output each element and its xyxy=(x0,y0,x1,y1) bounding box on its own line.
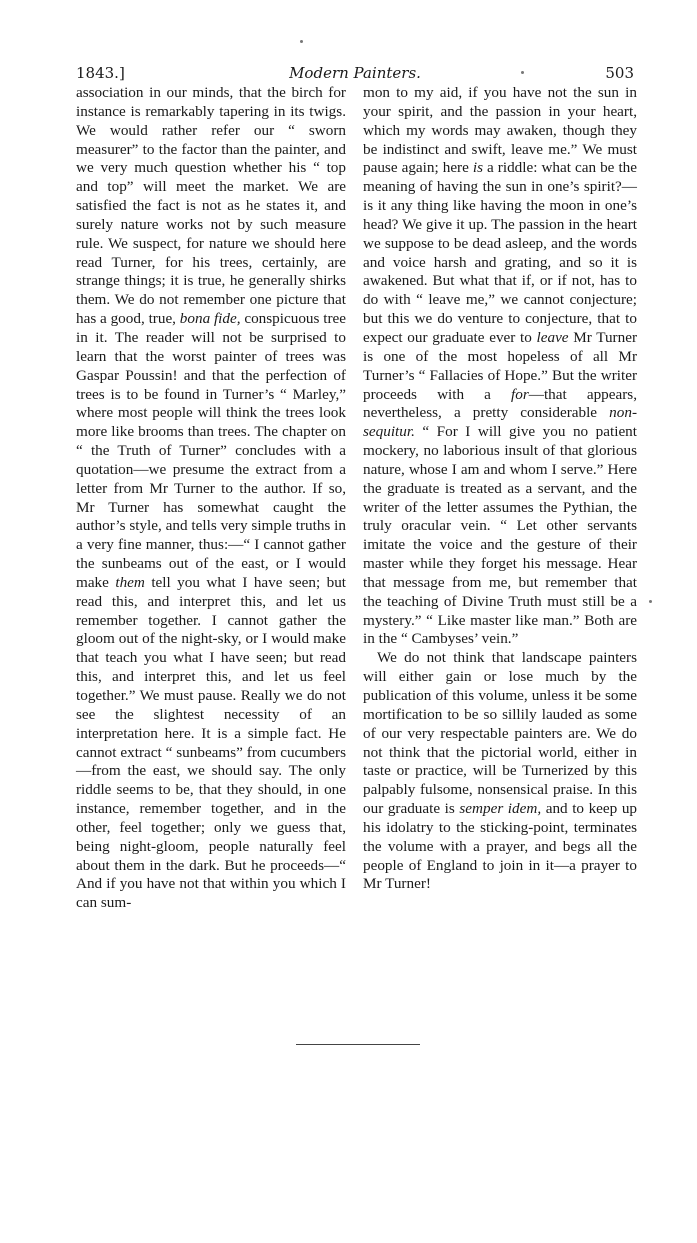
text-run: Mr Turner is one of the most hopeless of all Mr Turner’s “ Fallacies of Hope.” But the writer proceeds with a xyxy=(363,328,637,403)
text-run: tell you what I have seen; but read this, and interpret this, and let us remember together. I cannot gather the gloom out of the night-sky, or I would make that teach you what I have seen; but read this, and interpret this, and let us feel together.” We must pause. Really we do not see the slightest necessity of an interpretation here. It is a simple fact. He cannot extract “ sunbeams” from cucumbers—from the east, we should say. The only riddle seems to be, that they should, in one instance, remember together, and in the other, feel together; only we guess that, being night-gloom, people naturally feel about them in the dark. But he proceeds—“ And if you have not that within you which I can sum- xyxy=(76,573,347,912)
italic-text: is xyxy=(472,159,484,177)
paragraph xyxy=(363,84,637,649)
text-run: “ For I will give you no patient mockery, no laborious insult of that glorious nature, whose I am and whom I serve.” Here the graduate is treated as a servant, and the writer of the letter assumes the Pythian, the truly oracular vein. “ Let other servants imitate the voice and the gesture of their master while they forget his message. Hear that message from me, but remember that the teaching of Divine Truth must still be a mystery.” “ Like master like man.” Both are in the “ Cambyses’ vein.” xyxy=(363,423,637,648)
text-run: a riddle: what can be the meaning of having the sun in one’s spirit?—is it any thing like having the moon in one’s head? We give it up. The passion in the heart we suppose to be dead asleep, and the words and voice harsh and grating, and so it is awakened. But what that if, or if not, has to do with “ leave me,” we cannot conjecture; but this we do venture to conjecture, that to expect our graduate ever to xyxy=(363,159,637,346)
text-run: conspicuous tree in it. The reader will not be surprised to learn that the worst painter of trees was Gaspar Poussin! and that the perfection of trees is to be found in Turner’s “ Marley,” where most people will think the trees look more like brooms than trees. The chapter on “ the Truth of Turner” concludes with a quotation—we presume the extract from a letter from Mr Turner to the author. If so, Mr Turner has somewhat caught the author’s style, and tells very simple truths in a very fine manner, thus:—“ I cannot gather the sunbeams out of the east, or I would make xyxy=(76,310,346,591)
text-run: —that appears, nevertheless, a pretty considerable xyxy=(363,385,638,422)
print-speck xyxy=(521,71,524,74)
print-speck xyxy=(300,40,303,43)
print-speck xyxy=(649,600,652,603)
italic-text: for xyxy=(511,385,529,403)
right-column xyxy=(363,84,637,894)
closing-rule xyxy=(296,1044,420,1045)
text-run: association in our minds, that the birch for instance is remarkably tapering in its twigs. We would rather refer our “ sworn measurer” to the factor than the painter, and we very much question whether his “ top and top” will meet the market. We are satisfied the fact is not as he states it, and surely nature works not by such measure rule. We suspect, for nature we should here read Turner, for his trees, certainly, are strange things; it is true, he generally shirks them. We do not remember one picture that has a good, true, xyxy=(76,84,346,328)
header-title: Modern Painters. xyxy=(289,64,421,82)
text-run: and to keep up his idolatry to the sticking-point, terminates the volume with a prayer, and begs all the people of England to join in it—a prayer to Mr Turner! xyxy=(363,800,638,893)
text-run: We do not think that landscape painters will either gain or lose much by the publication of this volume, unless it be some mortification to be so sillily lauded as some of our very respectable painters are. We do not think that the pictorial world, either in taste or practice, will be Turnerized by this palpably fulsome, nonsensical praise. In this our graduate is xyxy=(363,649,637,818)
paragraph xyxy=(76,84,346,913)
italic-text: them xyxy=(115,573,145,591)
italic-text: non-sequitur. xyxy=(363,404,637,441)
paragraph xyxy=(363,649,637,894)
header-year: 1843.] xyxy=(76,64,125,82)
running-header xyxy=(76,62,634,84)
italic-text: semper idem, xyxy=(459,800,542,818)
text-run: mon to my aid, if you have not the sun in your spirit, and the passion in your heart, which my words may awaken, though they be indistinct and swift, leave me.” We must pause again; here xyxy=(363,84,637,177)
italic-text: bona fide, xyxy=(179,310,241,328)
left-column xyxy=(76,84,346,913)
italic-text: leave xyxy=(536,328,569,346)
page-number: 503 xyxy=(605,64,634,82)
